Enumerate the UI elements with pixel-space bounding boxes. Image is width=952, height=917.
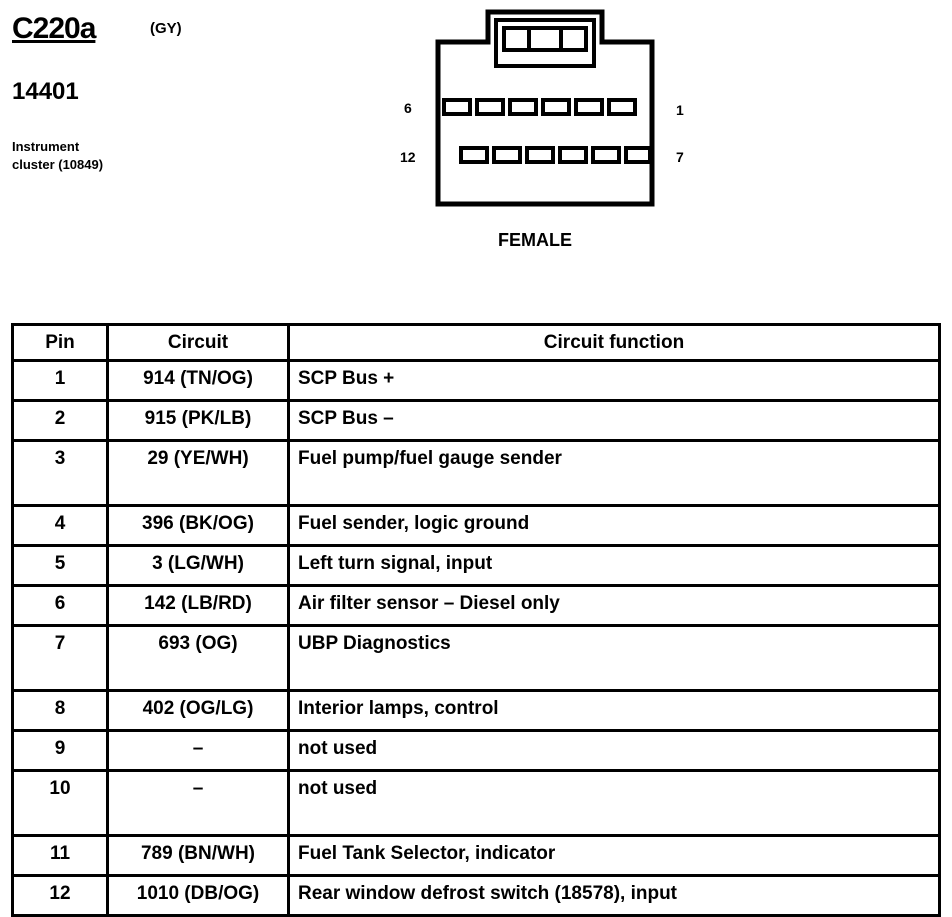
circuit-cell: 914 (TN/OG) (108, 361, 289, 401)
function-cell: Interior lamps, control (289, 691, 940, 731)
pin-cell: 8 (13, 691, 108, 731)
connector-id: C220a (12, 12, 96, 45)
description-line-1: Instrument (12, 139, 80, 154)
table-row (13, 836, 940, 876)
table-row (13, 546, 940, 586)
table-row (13, 361, 940, 401)
pin-cell: 4 (13, 506, 108, 546)
function-cell: not used (289, 771, 940, 836)
pin-label-6: 6 (404, 100, 412, 116)
circuit-cell: 915 (PK/LB) (108, 401, 289, 441)
pin-cell: 2 (13, 401, 108, 441)
connector-face-diagram (430, 8, 662, 208)
circuit-cell: 693 (OG) (108, 626, 289, 691)
color-code: (GY) (150, 20, 182, 37)
header-pin: Pin (13, 325, 108, 361)
function-cell: Left turn signal, input (289, 546, 940, 586)
pin-label-7: 7 (676, 149, 684, 165)
pin-label-12: 12 (400, 149, 416, 165)
part-number: 14401 (12, 78, 79, 105)
pin-cell: 3 (13, 441, 108, 506)
circuit-cell: 142 (LB/RD) (108, 586, 289, 626)
description-line-2: cluster (10849) (12, 157, 104, 172)
circuit-cell: – (108, 731, 289, 771)
pin-cell: 5 (13, 546, 108, 586)
pin-cell: 12 (13, 876, 108, 916)
pin-cell: 9 (13, 731, 108, 771)
connector-description (12, 138, 172, 174)
table-row (13, 771, 940, 836)
function-cell: not used (289, 731, 940, 771)
table-row (13, 731, 940, 771)
function-cell: Fuel Tank Selector, indicator (289, 836, 940, 876)
table-row (13, 586, 940, 626)
pin-cell: 7 (13, 626, 108, 691)
table-row (13, 691, 940, 731)
function-cell: Fuel pump/fuel gauge sender (289, 441, 940, 506)
table-row (13, 626, 940, 691)
function-cell: SCP Bus – (289, 401, 940, 441)
circuit-cell: 789 (BN/WH) (108, 836, 289, 876)
pinout-table (11, 323, 941, 917)
function-cell: Fuel sender, logic ground (289, 506, 940, 546)
circuit-cell: 29 (YE/WH) (108, 441, 289, 506)
pin-cell: 11 (13, 836, 108, 876)
function-cell: Rear window defrost switch (18578), input (289, 876, 940, 916)
function-cell: Air filter sensor – Diesel only (289, 586, 940, 626)
pin-label-1: 1 (676, 102, 684, 118)
pin-cell: 1 (13, 361, 108, 401)
circuit-cell: 3 (LG/WH) (108, 546, 289, 586)
pin-cell: 10 (13, 771, 108, 836)
function-cell: UBP Diagnostics (289, 626, 940, 691)
pin-cell: 6 (13, 586, 108, 626)
connector-gender: FEMALE (498, 230, 572, 250)
circuit-cell: – (108, 771, 289, 836)
table-row (13, 441, 940, 506)
circuit-cell: 396 (BK/OG) (108, 506, 289, 546)
function-cell: SCP Bus + (289, 361, 940, 401)
table-row (13, 401, 940, 441)
table-header-row (13, 325, 940, 361)
header-function: Circuit function (289, 325, 940, 361)
circuit-cell: 1010 (DB/OG) (108, 876, 289, 916)
circuit-cell: 402 (OG/LG) (108, 691, 289, 731)
header-circuit: Circuit (108, 325, 289, 361)
table-row (13, 876, 940, 916)
table-row (13, 506, 940, 546)
